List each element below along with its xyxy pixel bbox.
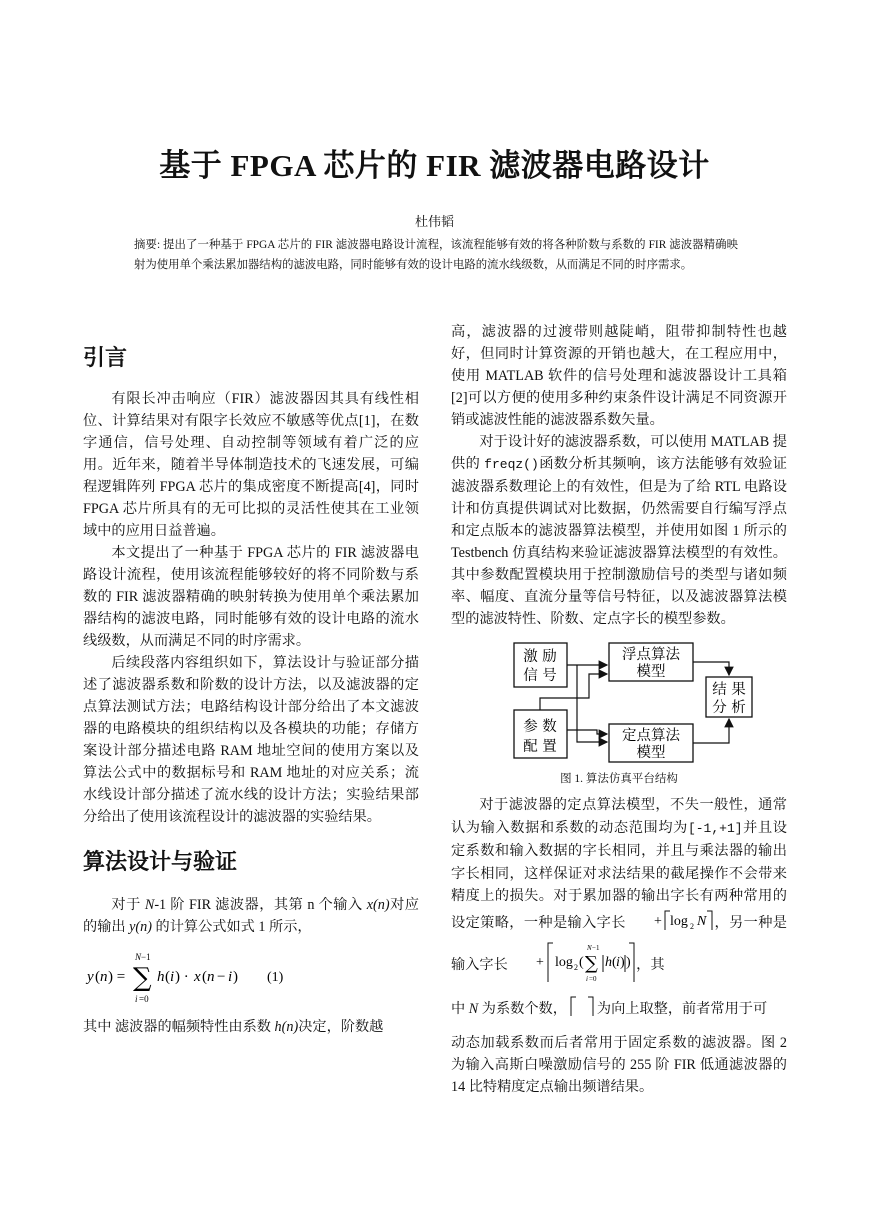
text-run: 对于 (111, 897, 145, 913)
svg-text:N: N (135, 952, 142, 962)
text-run: ，其 (636, 956, 665, 973)
arrow-fixed-result (693, 719, 729, 743)
math-N: N (144, 897, 155, 913)
text-run: ，另一种是输入字长 (451, 915, 787, 973)
arrow-float-result (693, 662, 729, 675)
intro-paragraph-2: 本文提出了一种基于 FPGA 芯片的 FIR 滤波器电路设计流程，使用该流程能够较好的将不同阶数与系数的 FIR 滤波器精确的映射转换为使用单个乘法累加器结构的滤波电路，同时能够有效的设计电路的流水线级数，从而满足不同的时序需求。 (83, 545, 419, 649)
svg-text:∑: ∑ (585, 952, 599, 974)
ceil-symbol (567, 995, 597, 1024)
svg-text:−1: −1 (141, 952, 151, 962)
svg-text:): ) (620, 954, 625, 970)
algo-paragraph-6 (451, 995, 787, 1024)
svg-text:−1: −1 (592, 943, 600, 952)
svg-text:i: i (135, 994, 138, 1004)
author-name: 杜伟韬 (414, 214, 454, 229)
text-run: 并且设定系数和输入数据的字长相同，并且与乘法器的输出字长相同，这样保证对求法结果的截尾操作不会带来精度上的损失。对于累加器的输出字长有两种常用的设定策略，一种是输入字长 (451, 819, 787, 932)
paper-title: 基于 FPGA 芯片的 FIR 滤波器电路设计 (159, 148, 710, 183)
arrow-param-fixed (567, 730, 607, 734)
svg-text:i: i (586, 974, 589, 983)
math-h-n: h(n) (274, 1019, 299, 1035)
algo-paragraph-1 (83, 894, 419, 938)
text-run: 函数分析其频响，该方法能够有效验证滤波器系数理论上的有效性，但是为了给 RTL 电路设计和仿真提供调试对比数据，仍然需要自行编写浮点和定点版本的滤波器算法模型，并使用如图 1 所示的 Testbench 仿真结构来验证滤波器算法模型的有效性。其中参数配置模块用于控制激励信号的类型与诸如频率、幅度、直流分量等信号特征，以及滤波器算法模型的滤波特性、阶数、定点字长的模型参数。 (451, 456, 787, 627)
svg-text:): ) (233, 969, 238, 985)
math-y-n: y(n) (129, 919, 152, 935)
algo-paragraph-5 (451, 794, 787, 991)
svg-text:n: n (207, 969, 215, 985)
label-fixed-1: 定点算法 (622, 728, 680, 744)
section-heading-algorithm: 算法设计与验证 (83, 850, 238, 875)
svg-text:i: i (228, 969, 233, 985)
svg-text:): ) (626, 954, 631, 970)
abstract: 摘要: 提出了一种基于 FPGA 芯片的 FIR 滤波器电路设计流程，该流程能够有效的将各种阶数与系数的 FIR 滤波器精确映射为使用单个乘法累加器结构的滤波电路，同时能够有效的设计电路的流水线级数，从而满足不同的时序需求。 (134, 239, 738, 271)
svg-text:x: x (194, 969, 201, 985)
equation-1 (83, 950, 419, 1008)
figure-1-caption: 图 1. 算法仿真平台结构 (560, 773, 678, 785)
text-run: 中 (451, 1000, 469, 1017)
label-param-1: 参 数 (523, 719, 557, 735)
intro-paragraph-1: 有限长冲击响应（FIR）滤波器因其具有线性相位、计算结果对有限字长效应不敏感等优点[1]，在数字通信，信号处理、自动控制等领域有着广泛的应用。近年来，随着半导体制造技术的飞速发展，可编程逻辑阵列 FPGA 芯片的集成密度不断提高[4]，同时 FPGA 芯片所具有的无可比拟的灵活性使其在工业领域中的应用日益普遍。 (83, 391, 419, 539)
math-x-n: x(n) (366, 897, 390, 913)
algo-paragraph-7: 动态加载系数而后者常用于固定系数的滤波器。图 2 为输入高斯白噪激励信号的 255 阶 FIR 低通滤波器的 14 比特精度定点输出频谱结果。 (451, 1035, 787, 1096)
section-heading-intro: 引言 (83, 346, 128, 371)
label-float-2: 模型 (636, 664, 666, 680)
svg-text:log: log (670, 913, 689, 929)
svg-text:y: y (87, 969, 94, 985)
svg-text:=0: =0 (589, 974, 597, 983)
label-result-1: 结 果 (712, 682, 746, 698)
right-column (451, 321, 787, 1098)
svg-text:h: h (605, 954, 613, 970)
svg-text:(: ( (612, 954, 617, 970)
text-run: 对于滤波器的定点算法模型，不失一般性，通常认为输入数据和系数的动态范围均为 (451, 797, 787, 836)
svg-text:+: + (654, 913, 663, 929)
log2-sum-formula (536, 940, 636, 984)
text-run: 为向上取整，前者常用于可 (596, 1000, 768, 1017)
svg-text:n: n (100, 969, 108, 985)
svg-text:(: ( (165, 969, 170, 985)
label-result-2: 分 析 (712, 700, 746, 716)
svg-text:i: i (616, 954, 621, 970)
label-fixed-2: 模型 (636, 745, 666, 761)
svg-text:2: 2 (574, 962, 579, 972)
code-range: [-1,+1] (687, 820, 743, 836)
equation-number: (1) (267, 970, 284, 985)
log2-n-formula (654, 908, 714, 932)
svg-text:h: h (157, 969, 165, 985)
label-excite-2: 信 号 (523, 668, 557, 684)
equation-log2-sum (508, 940, 636, 992)
svg-text:−: − (217, 969, 226, 985)
figure-1-diagram (509, 638, 759, 766)
algo-paragraph-3: 高，滤波器的过渡带则越陡峭，阻带抑制特性也越好，但同时计算资源的开销也越大，在工程应用中，使用 MATLAB 软件的信号处理和滤波器设计工具箱[2]可以方便的使用多种约束条件设计满足不同资源开销或滤波性能的滤波器系数矢量。 (451, 324, 787, 428)
svg-text:) =: ) = (108, 969, 126, 985)
ceil-formula (567, 995, 597, 1017)
text-run: -1 阶 FIR 滤波器，其第 n 个输入 (154, 897, 367, 913)
svg-text:=0: =0 (139, 994, 149, 1004)
text-run: 对于设计好的滤波器系数，可以使用 MATLAB 提供的 (451, 434, 787, 472)
svg-text:(: ( (95, 969, 100, 985)
svg-text:(: ( (202, 969, 207, 985)
equation-1-formula (83, 950, 419, 1008)
text-run: 的计算公式如式 1 所示， (151, 919, 312, 935)
svg-text:N: N (697, 913, 707, 929)
svg-text:N: N (587, 943, 592, 952)
label-param-2: 配 置 (523, 739, 557, 755)
algo-paragraph-2 (83, 1016, 419, 1038)
text-run: 对应的输出 (83, 897, 419, 935)
left-column (83, 326, 419, 1038)
text-run: 为系数个数， (478, 1000, 567, 1017)
svg-text:(: ( (579, 954, 584, 970)
svg-text:) ·: ) · (175, 969, 189, 985)
label-excite-1: 激 励 (523, 649, 557, 665)
svg-text:i: i (170, 969, 175, 985)
equation-log2-n (626, 908, 714, 940)
svg-text:log: log (555, 954, 574, 970)
svg-text:∑: ∑ (133, 963, 152, 993)
algo-paragraph-4 (451, 431, 787, 630)
math-N: N (468, 1000, 479, 1017)
label-float-1: 浮点算法 (622, 647, 680, 663)
intro-paragraph-3: 后续段落内容组织如下，算法设计与验证部分描述了滤波器系数和阶数的设计方法，以及滤波器的定点算法测试方法；电路结构设计部分给出了本文滤波器的电路模块的组织结构以及各模块的功能；存储方案设计部分描述电路 RAM 地址空间的使用方案以及算法公式中的数据标号和 RAM 地址的对应关系；流水线设计部分描述了流水线的设计方法；实验结果部分给出了使用该流程设计的滤波器的实验结果。 (83, 655, 419, 825)
svg-text:2: 2 (690, 921, 695, 931)
text-run: 决定，阶数越 (298, 1019, 384, 1035)
text-run: 其中 滤波器的幅频特性由系数 (83, 1019, 275, 1035)
code-freqz: freqz() (484, 457, 539, 472)
svg-text:+: + (536, 954, 545, 970)
